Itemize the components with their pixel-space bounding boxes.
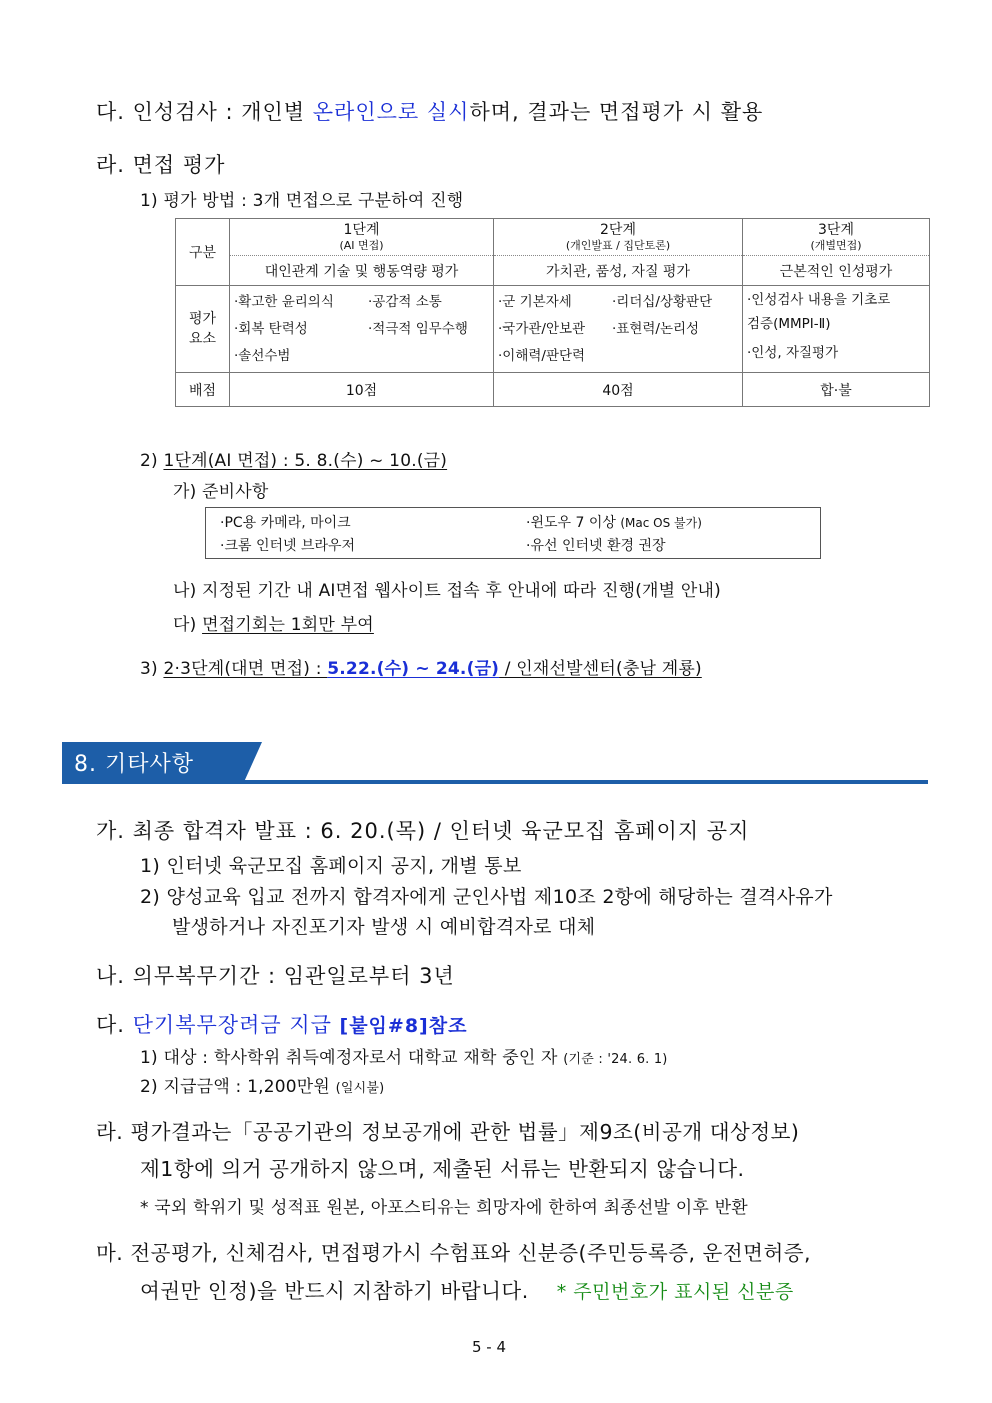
stage-1-score: 10점 (230, 373, 494, 407)
stage-1-desc: 대인관계 기술 및 행동역량 평가 (230, 256, 494, 286)
section-8-header (62, 742, 928, 786)
interview-stage-table (175, 218, 930, 407)
id-required-line1: 마. 전공평가, 신체검사, 면접평가시 수험표와 신분증(주민등록증, 운전면허증, (96, 1241, 812, 1265)
stage-2-desc: 가치관, 품성, 자질 평가 (494, 256, 743, 286)
stage-2-elements: ·군 기본자세 ·리더십/상황판단 ·국가관/안보관 ·표현력/논리성 ·이해력/판단력 (494, 286, 743, 373)
prep-windows: ·윈도우 7 이상 (Mac OS 불가) (526, 515, 702, 531)
interview-eval-heading: 라. 면접 평가 (96, 153, 226, 177)
disclosure-line2: 제1항에 의거 공개하지 않으며, 제출된 서류는 반환되지 않습니다. (140, 1157, 745, 1181)
one-chance-line: 다) 면접기회는 1회만 부여 (173, 615, 374, 635)
prep-chrome: ·크롬 인터넷 브라우저 (220, 538, 356, 554)
page-number: 5 - 4 (472, 1338, 507, 1356)
stage1-schedule: 1단계(AI 면접) : 5. 8.(수) ~ 10.(금) (163, 451, 448, 471)
final-announcement-heading: 가. 최종 합격자 발표 : 6. 20.(목) / 인터넷 육군모집 홈페이지 공지 (96, 819, 750, 843)
stage23-schedule-line: 3) 2·3단계(대면 면접) : 5.22.(수) ~ 24.(금) / 인재선발센터(충남 계룡) (140, 659, 702, 679)
online-highlight: 온라인으로 (312, 100, 420, 124)
bonus-amount: 2) 지급금액 : 1,200만원 (일시불) (140, 1077, 385, 1097)
prep-requirements-box (205, 507, 821, 559)
id-note: * 주민번호가 표시된 신분증 (556, 1281, 794, 1303)
bonus-title: 단기복무장려금 지급 (132, 1013, 332, 1037)
inseong-prefix: 다. 인성검사 : 개인별 (96, 100, 313, 124)
row-header-stage: 구분 (176, 219, 230, 286)
ai-interview-guide: 나) 지정된 기간 내 AI면접 웹사이트 접속 후 안내에 따라 진행(개별 안내) (173, 581, 721, 601)
conduct-highlight: 실시 (426, 100, 470, 124)
prep-camera: ·PC용 카메라, 마이크 (220, 515, 351, 531)
stage-1-elements: ·확고한 윤리의식 ·공감적 소통 ·회복 탄력성 ·적극적 임무수행 ·솔선수범 (230, 286, 494, 373)
stage-3-desc: 근본적인 인성평가 (743, 256, 930, 286)
stage23-dates: 5.22.(수) ~ 24.(금) (327, 659, 500, 679)
inseong-test-line (96, 96, 763, 126)
bonus-target: 1) 대상 : 학사학위 취득예정자로서 대학교 재학 중인 자 (기준 : '24. 6. 1) (140, 1048, 668, 1068)
stage-2-header: 2단계 (개인발표 / 집단토론) (494, 219, 743, 256)
service-period-heading: 나. 의무복무기간 : 임관일로부터 3년 (96, 964, 455, 988)
final-announce-item1: 1) 인터넷 육군모집 홈페이지 공지, 개별 통보 (140, 855, 522, 877)
final-announce-item2b: 발생하거나 자진포기자 발생 시 예비합격자로 대체 (172, 916, 596, 938)
disclosure-note: * 국외 학위기 및 성적표 원본, 아포스티유는 희망자에 한하여 최종선발 이후 반환 (140, 1198, 748, 1218)
prep-heading: 가) 준비사항 (173, 482, 269, 502)
id-required-line2: 여권만 인정)을 반드시 지참하기 바랍니다. * 주민번호가 표시된 신분증 (140, 1279, 794, 1303)
row-header-score: 배점 (176, 373, 230, 407)
one-chance: 면접기회는 1회만 부여 (202, 615, 374, 635)
row-header-elements: 평가 요소 (176, 286, 230, 373)
stage-3-elements: ·인성검사 내용을 기초로 검증(MMPI-Ⅱ) ·인성, 자질평가 (743, 286, 930, 373)
prep-wired: ·유선 인터넷 환경 권장 (526, 538, 666, 554)
attachment-ref: [붙임#8]참조 (331, 1015, 468, 1037)
stage-1-header: 1단계 (AI 면접) (230, 219, 494, 256)
stage-2-score: 40점 (494, 373, 743, 407)
disclosure-line1: 라. 평가결과는「공공기관의 정보공개에 관한 법률」제9조(비공개 대상정보) (96, 1120, 800, 1144)
stage-3-header: 3단계 (개별면접) (743, 219, 930, 256)
stage1-schedule-line: 2) 1단계(AI 면접) : 5. 8.(수) ~ 10.(금) (140, 451, 448, 471)
bonus-heading: 다. 단기복무장려금 지급 [붙임#8]참조 (96, 1013, 468, 1037)
inseong-suffix: 하며, 결과는 면접평가 시 활용 (469, 100, 764, 124)
eval-method-line: 1) 평가 방법 : 3개 면접으로 구분하여 진행 (140, 191, 464, 211)
stage-3-score: 합·불 (743, 373, 930, 407)
final-announce-item2a: 2) 양성교육 입교 전까지 합격자에게 군인사법 제10조 2항에 해당하는 결격사유가 (140, 886, 833, 908)
section-8-title: 8. 기타사항 (74, 752, 194, 777)
